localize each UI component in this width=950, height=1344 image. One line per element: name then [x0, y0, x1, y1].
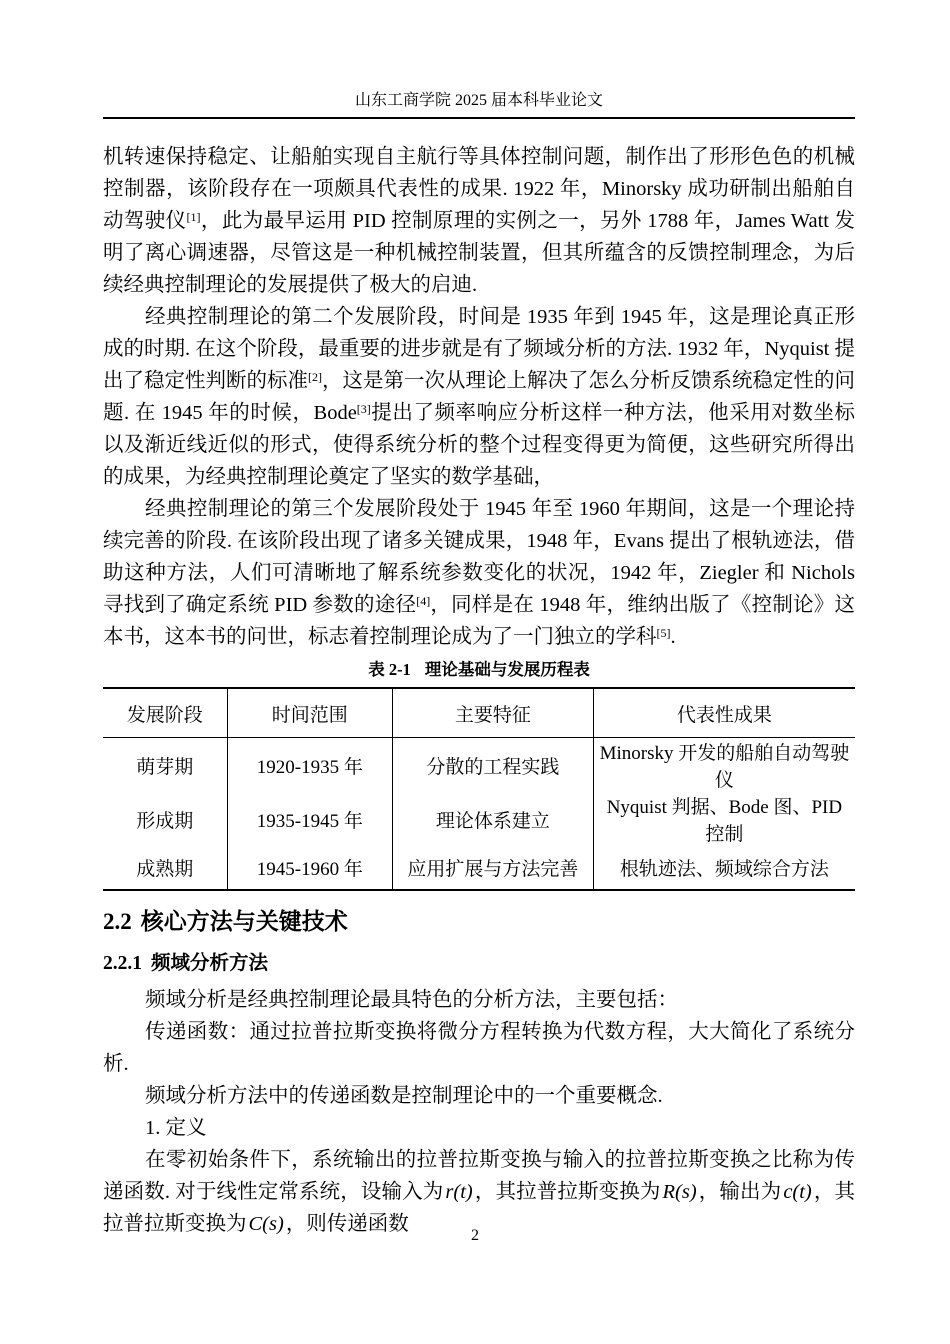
paragraph-text: .: [670, 626, 676, 648]
paragraph-text: 经典控制理论的第三个发展阶段处于 1945 年至 1960 年期间，这是一个理论持续完善的阶段. 在该阶段出现了诸多关键成果，1948 年，Evans 提出了根轨迹法，借助这种方法，人们可清晰地了解系统参数变化的状况，1942 年，Ziegler 和 Nichols 寻找到了确定系统 PID 参数的途径: [103, 498, 855, 616]
table-cell: 1945-1960 年: [227, 846, 392, 890]
paragraph-text: ，此为最早运用 PID 控制原理的实例之一，另外 1788 年，James Watt 发明了离心调速器，尽管这是一种机械控制装置，但其所蕴含的反馈控制理念，为后续经典控制理论的发展提供了极大的启迪.: [103, 210, 855, 296]
citation-ref-1: [1]: [186, 210, 201, 224]
paragraph-text: 机转速保持稳定、让船舶实现自主航行等具体控制问题，制作出了形形色色的机械控制器，该阶段存在一项颇具代表性的成果. 1922 年，Minorsky 成功研制出船舶自动驾驶仪: [103, 146, 855, 232]
table-cell: 萌芽期: [136, 756, 194, 778]
page-header: [103, 0, 855, 119]
section-heading-2-2: [103, 906, 855, 937]
paragraph-text: ，这是第一次从理论上解决了怎么分析反馈系统稳定性的问题. 在 1945 年的时候，Bode: [103, 370, 855, 424]
column-header-features: 主要特征: [393, 688, 594, 738]
section-heading-2-2-1: [103, 950, 855, 977]
paragraph-stage3: [103, 493, 855, 653]
column-header-timerange: 时间范围: [227, 688, 392, 738]
math-c-t: c(t): [783, 1181, 812, 1203]
paragraph-text: 提出了频率响应分析这样一种方法，他采用对数坐标以及渐近线近似的形式，使得系统分析的整个过程变得更为简便，这些研究所得出的成果，为经典控制理论奠定了坚实的数学基础，: [103, 402, 855, 488]
paragraph-text: ，同样是在 1948 年，维纳出版了《控制论》这本书，这本书的问世，标志着控制理论成为了一门独立的学科: [103, 594, 855, 648]
table-cell: 1935-1945 年: [227, 792, 392, 846]
table-cell: Minorsky 开发的船舶自动驾驶仪: [593, 738, 855, 793]
paragraph-text: ，其拉普拉斯变换为: [474, 1181, 661, 1203]
column-header-stage: 发展阶段: [103, 688, 227, 738]
citation-ref-2: [2]: [308, 370, 322, 384]
header-title: 山东工商学院 2025 届本科毕业论文: [354, 92, 603, 109]
paragraph-stage2: [103, 301, 855, 493]
table-caption: [103, 659, 855, 681]
citation-ref-4: [4]: [416, 594, 431, 608]
paragraph-transfer-function: 传递函数：通过拉普拉斯变换将微分方程转换为代数方程，大大简化了系统分析.: [103, 1021, 855, 1075]
column-header-achievements: 代表性成果: [593, 688, 855, 738]
development-history-table: [103, 687, 855, 891]
table-cell: 应用扩展与方法完善: [393, 846, 594, 890]
section-number: 2.2: [103, 909, 132, 934]
table-header-row: [103, 688, 855, 738]
table-cell: 根轨迹法、频域综合方法: [593, 846, 855, 890]
table-caption-title: 理论基础与发展历程表: [424, 660, 590, 679]
section-title: 频域分析方法: [151, 952, 269, 974]
paragraph-text: ，其拉普拉斯变换为: [103, 1181, 856, 1235]
table-row: [103, 792, 855, 846]
paragraph-text: 经典控制理论的第二个发展阶段，时间是 1935 年到 1945 年，这是理论真正形成的时期. 在这个阶段，最重要的进步就是有了频域分析的方法. 1932 年，Nyquist 提出了稳定性判断的标准: [103, 306, 855, 392]
list-item-definition: 1. 定义: [145, 1117, 207, 1139]
table-cell: Nyquist 判据、Bode 图、PID 控制: [593, 792, 855, 846]
math-R-s: R(s): [662, 1181, 697, 1203]
table-cell: 成熟期: [136, 859, 194, 880]
paragraph-text: 在零初始条件下，系统输出的拉普拉斯变换与输入的拉普拉斯变换之比称为传递函数. 对于线性定常系统，设输入为: [103, 1149, 855, 1203]
citation-ref-5: [5]: [656, 626, 671, 640]
page-number: 2: [471, 1227, 479, 1244]
math-r-t: r(t): [445, 1181, 473, 1203]
paragraph-method-intro: 频域分析是经典控制理论最具特色的分析方法，主要包括：: [145, 989, 679, 1011]
table-cell: 1920-1935 年: [227, 738, 392, 793]
paragraph-text: ，则传递函数: [285, 1213, 409, 1235]
section-number: 2.2.1: [103, 953, 142, 974]
citation-ref-3: [3]: [356, 402, 371, 416]
table-cell: 理论体系建立: [393, 792, 594, 846]
table-cell: 形成期: [136, 810, 194, 832]
table-caption-label: 表 2-1: [368, 660, 411, 679]
table-cell: 分散的工程实践: [393, 738, 594, 793]
page-content: [103, 141, 855, 1240]
section-title: 核心方法与关键技术: [140, 908, 348, 934]
math-C-s: C(s): [248, 1213, 284, 1235]
paragraph-text: ，输出为: [698, 1181, 782, 1203]
paragraph-definition: [103, 1144, 855, 1240]
paragraph-stage1: [103, 141, 855, 301]
paragraph-concept: 频域分析方法中的传递函数是控制理论中的一个重要概念.: [145, 1085, 663, 1107]
table-row: [103, 846, 855, 890]
table-row: [103, 738, 855, 793]
